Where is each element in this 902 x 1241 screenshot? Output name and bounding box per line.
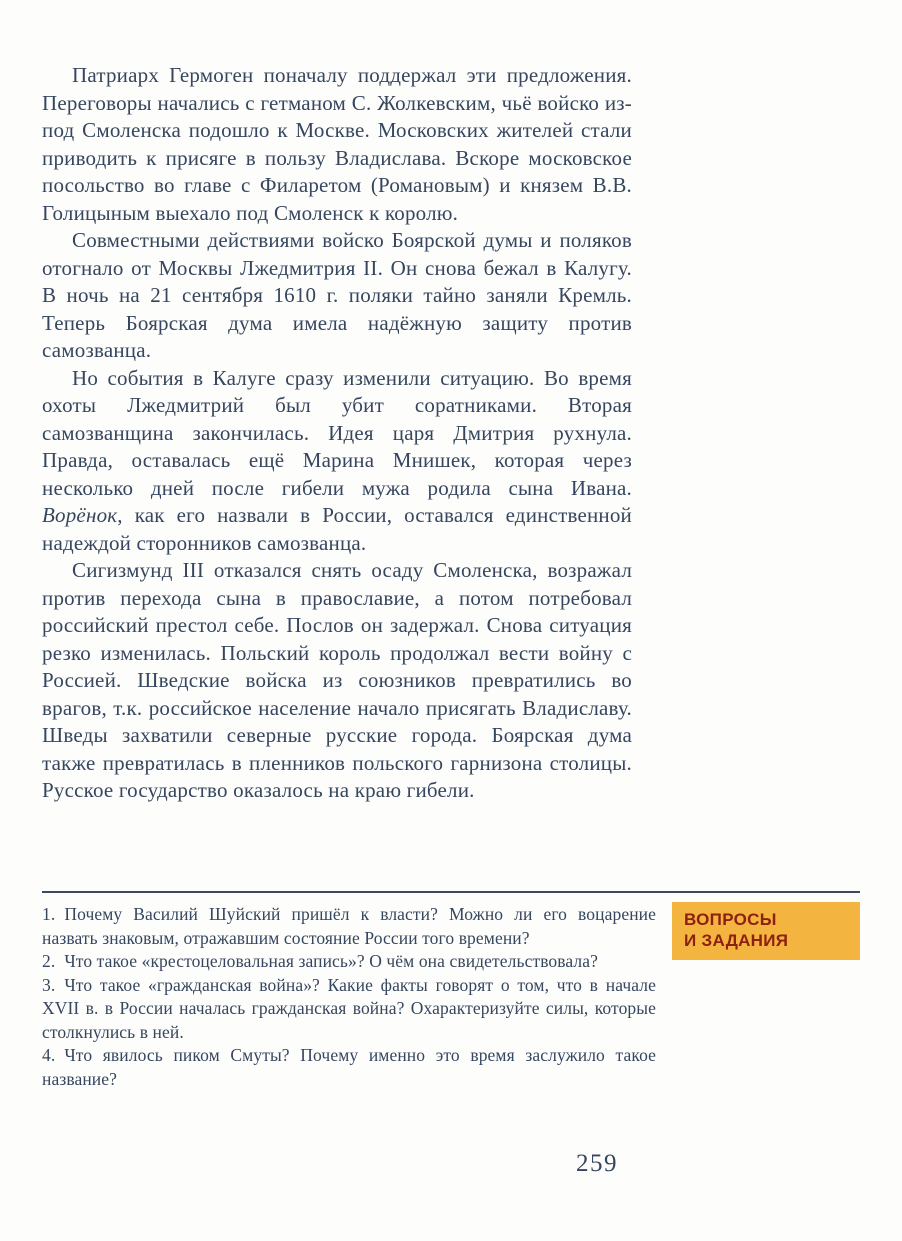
question-number: 2. [42,951,56,971]
paragraph-4: Сигизмунд III отказался снять осаду Смоленска, возражал против перехода сына в православие, а потом потребовал российский престол себе. Послов он задержал. Снова ситуация резко изменилась. Польский король продолжал вести войну с Россией. Шведские войска из союзников превратились во врагов, т.к. российское население начало присягать Владиславу. Шведы захватили северные русские города. Боярская дума также превратилась в пленников польского гарнизона столицы. Русское государство оказалось на краю гибели. [42,558,632,802]
question-number: 1. [42,904,56,924]
questions-badge-line1: ВОПРОСЫ [684,910,777,929]
page-number: 259 [576,1150,618,1177]
section-divider [42,891,860,893]
question-item-2 [42,950,656,974]
paragraph-3-text-before: Но события в Калуге сразу изменили ситуацию. Во время охоты Лжедмитрий был убит соратниками. Вторая самозванщина закончилась. Идея царя Дмитрия рухнула. Правда, оставалась ещё Марина Мнишек, которая через несколько дней после гибели мужа родила сына Ивана. [42,365,632,500]
question-number: 4. [42,1045,56,1065]
question-item-1 [42,903,656,950]
question-number: 3. [42,974,56,995]
question-text: Что такое «крестоцеловальная запись»? О чём она свидетельствовала? [64,951,599,971]
questions-badge [672,902,860,960]
paragraph-2: Совместными действиями войско Боярской думы и поляков отогнало от Москвы Лжедмитрия II. Он снова бежал в Калугу. В ночь на 21 сентября 1610 г. поляки тайно заняли Кремль. Теперь Боярская дума имела надёжную защиту против самозванца. [42,228,632,362]
question-text: Почему Василий Шуйский пришёл к власти? Можно ли его воцарение назвать знаковым, отражавшим состояние России того времени? [42,904,656,948]
main-text-block [42,62,632,805]
questions-badge-line2: И ЗАДАНИЯ [684,931,789,950]
question-text: Что явилось пиком Смуты? Почему именно это время заслужило такое название? [42,1045,656,1089]
voryonok-italic-term: Ворёнок [42,503,118,527]
question-text: Что такое «гражданская война»? Какие факты говорят о том, что в начале XVII в. в России началась гражданская война? Охарактеризуйте силы, которые столкнулись в ней. [42,974,656,1042]
paragraph-1: Патриарх Гермоген поначалу поддержал эти предложения. Переговоры начались с гетманом С. Жолкевским, чьё войско из-под Смоленска подошло к Москве. Московских жителей стали приводить к присяге в пользу Владислава. Вскоре московское посольство во главе с Филаретом (Романовым) и князем В.В. Голицыным выехало под Смоленск к королю. [42,63,632,225]
question-item-3 [42,974,656,1045]
paragraph-3 [42,365,632,558]
questions-section [42,903,656,1091]
question-item-4 [42,1044,656,1091]
paragraph-3-text-after: , как его назвали в России, оставался единственной надеждой сторонников самозванца. [42,503,632,555]
